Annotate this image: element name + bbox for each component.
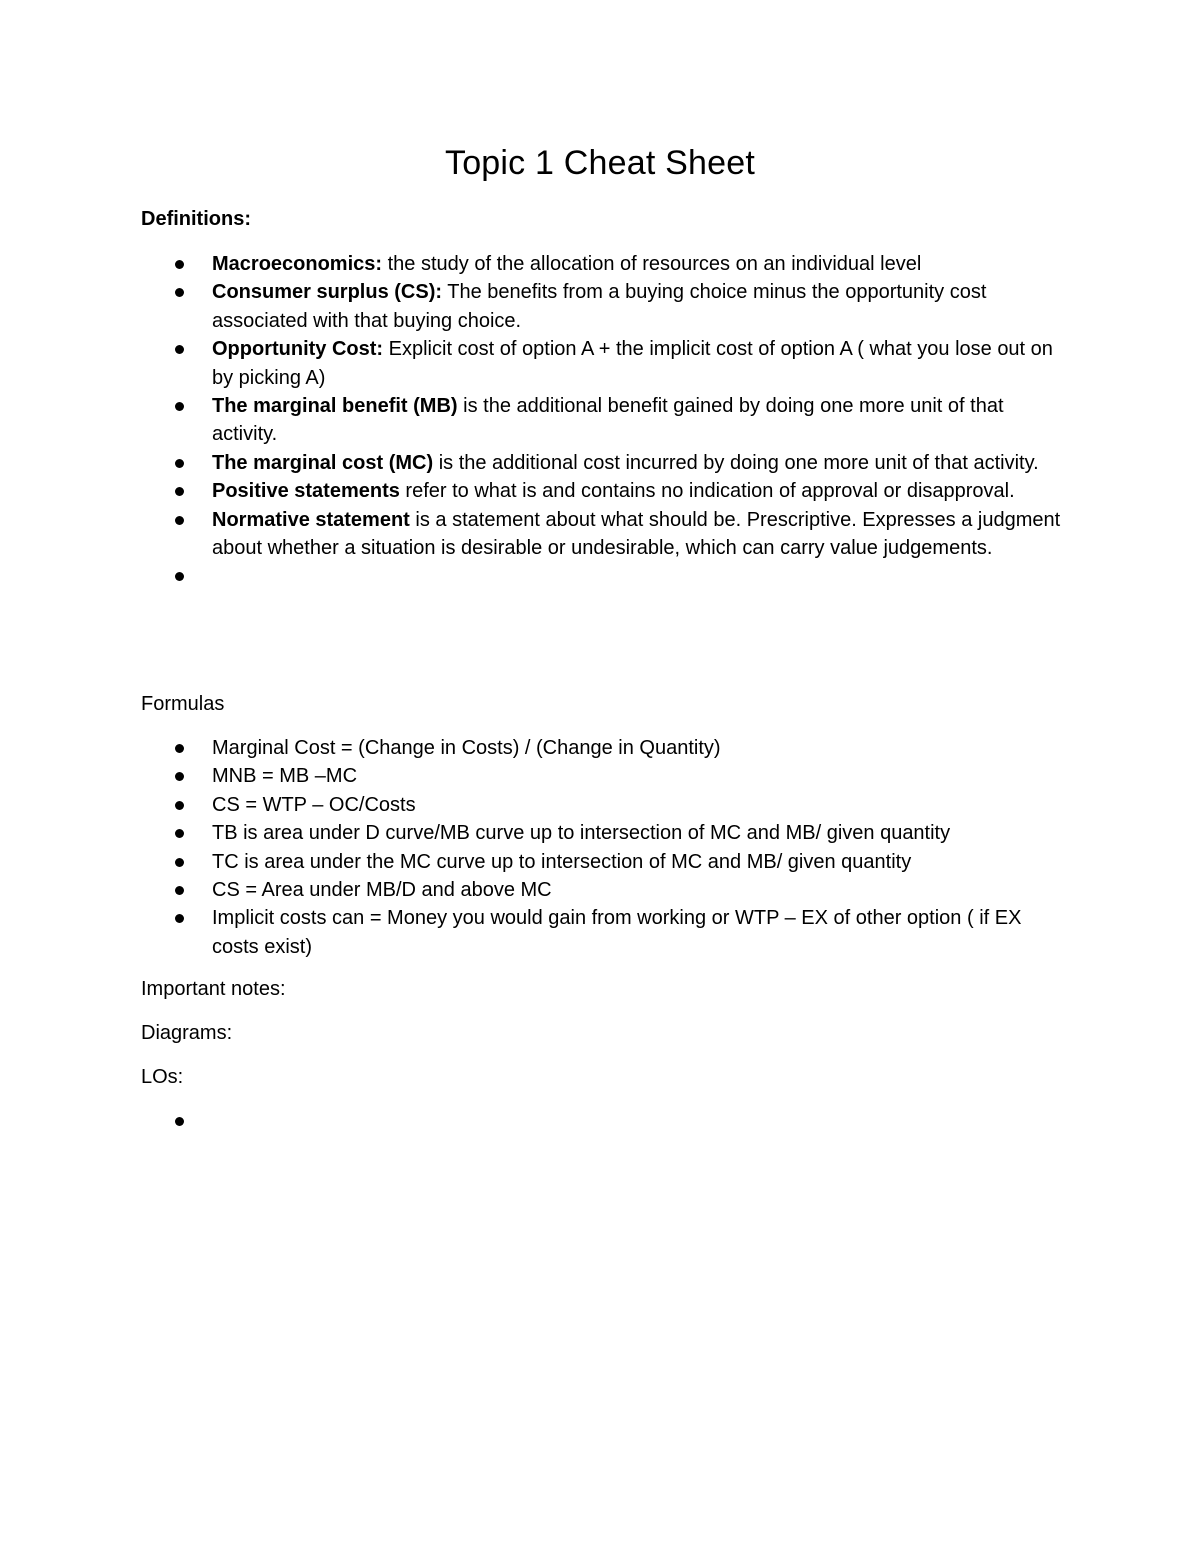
formula-item	[141, 819, 1066, 847]
bullet-icon	[175, 1117, 184, 1126]
definition-term: Consumer surplus (CS):	[212, 281, 443, 304]
definition-term: The marginal benefit (MB)	[212, 395, 458, 418]
bullet-icon	[175, 914, 184, 923]
definitions-list	[141, 250, 1066, 591]
formula-text: TC is area under the MC curve up to intersection of MC and MB/ given quantity	[212, 850, 912, 873]
bullet-icon	[175, 572, 184, 581]
bullet-icon	[175, 459, 184, 468]
definition-text: refer to what is and contains no indication of approval or disapproval.	[399, 480, 1015, 503]
definition-text: is the additional cost incurred by doing one more unit of that activity.	[433, 451, 1039, 474]
los-item-empty	[141, 1107, 1066, 1135]
bullet-icon	[175, 858, 184, 867]
los-list	[141, 1107, 1066, 1135]
formula-text: TB is area under D curve/MB curve up to intersection of MC and MB/ given quantity	[212, 822, 951, 845]
definition-text: is the additional benefit gained by doing one more unit of that activity.	[212, 395, 1004, 446]
definition-term: Opportunity Cost:	[212, 338, 384, 361]
formula-text: CS = WTP – OC/Costs	[212, 793, 416, 816]
bullet-icon	[175, 288, 184, 297]
definition-item-empty	[141, 562, 1066, 590]
bullet-icon	[175, 487, 184, 496]
important-notes-heading: Important notes:	[141, 978, 286, 1000]
definition-item-opportunity-cost	[141, 335, 1066, 392]
formula-item	[141, 876, 1066, 904]
document-title: Topic 1 Cheat Sheet	[445, 144, 755, 182]
formula-text: CS = Area under MB/D and above MC	[212, 879, 552, 902]
bullet-icon	[175, 345, 184, 354]
definition-text: The benefits from a buying choice minus the opportunity cost associated with that buying choice.	[212, 281, 987, 332]
diagrams-heading: Diagrams:	[141, 1022, 233, 1044]
bullet-icon	[175, 260, 184, 269]
formula-item	[141, 848, 1066, 876]
formula-text: Marginal Cost = (Change in Costs) / (Change in Quantity)	[212, 737, 721, 759]
formula-item	[141, 762, 1066, 790]
bullet-icon	[175, 886, 184, 895]
definition-term: Macroeconomics:	[212, 253, 383, 275]
bullet-icon	[175, 801, 184, 810]
definition-item-macroeconomics	[141, 250, 1066, 278]
definitions-heading: Definitions:	[141, 208, 251, 230]
definition-text: the study of the allocation of resources on an individual level	[382, 253, 922, 275]
definition-item-consumer-surplus	[141, 278, 1066, 335]
definition-item-normative-statement	[141, 506, 1066, 563]
formula-item	[141, 734, 1066, 762]
definition-term: The marginal cost (MC)	[212, 451, 434, 474]
definition-item-positive-statements	[141, 477, 1066, 505]
formula-text: MNB = MB –MC	[212, 765, 358, 788]
definition-term: Positive statements	[212, 480, 400, 503]
definition-item-marginal-cost	[141, 449, 1066, 477]
definition-text: Explicit cost of option A + the implicit cost of option A ( what you lose out on by picking A)	[212, 338, 1053, 389]
formulas-heading: Formulas	[141, 693, 225, 715]
formula-item	[141, 791, 1066, 819]
definition-text: is a statement about what should be. Prescriptive. Expresses a judgment about whether a situation is desirable or undesirable, which can carry value judgements.	[212, 508, 1061, 560]
definition-term: Normative statement	[212, 508, 410, 531]
definition-item-marginal-benefit	[141, 392, 1066, 449]
bullet-icon	[175, 744, 184, 753]
bullet-icon	[175, 402, 184, 411]
formulas-list	[141, 734, 1066, 961]
formula-item	[141, 904, 1066, 961]
bullet-icon	[175, 772, 184, 781]
bullet-icon	[175, 516, 184, 525]
formula-text: Implicit costs can = Money you would gain from working or WTP – EX of other option ( if EX costs exist)	[212, 907, 1022, 958]
bullet-icon	[175, 829, 184, 838]
los-heading: LOs:	[141, 1066, 184, 1088]
